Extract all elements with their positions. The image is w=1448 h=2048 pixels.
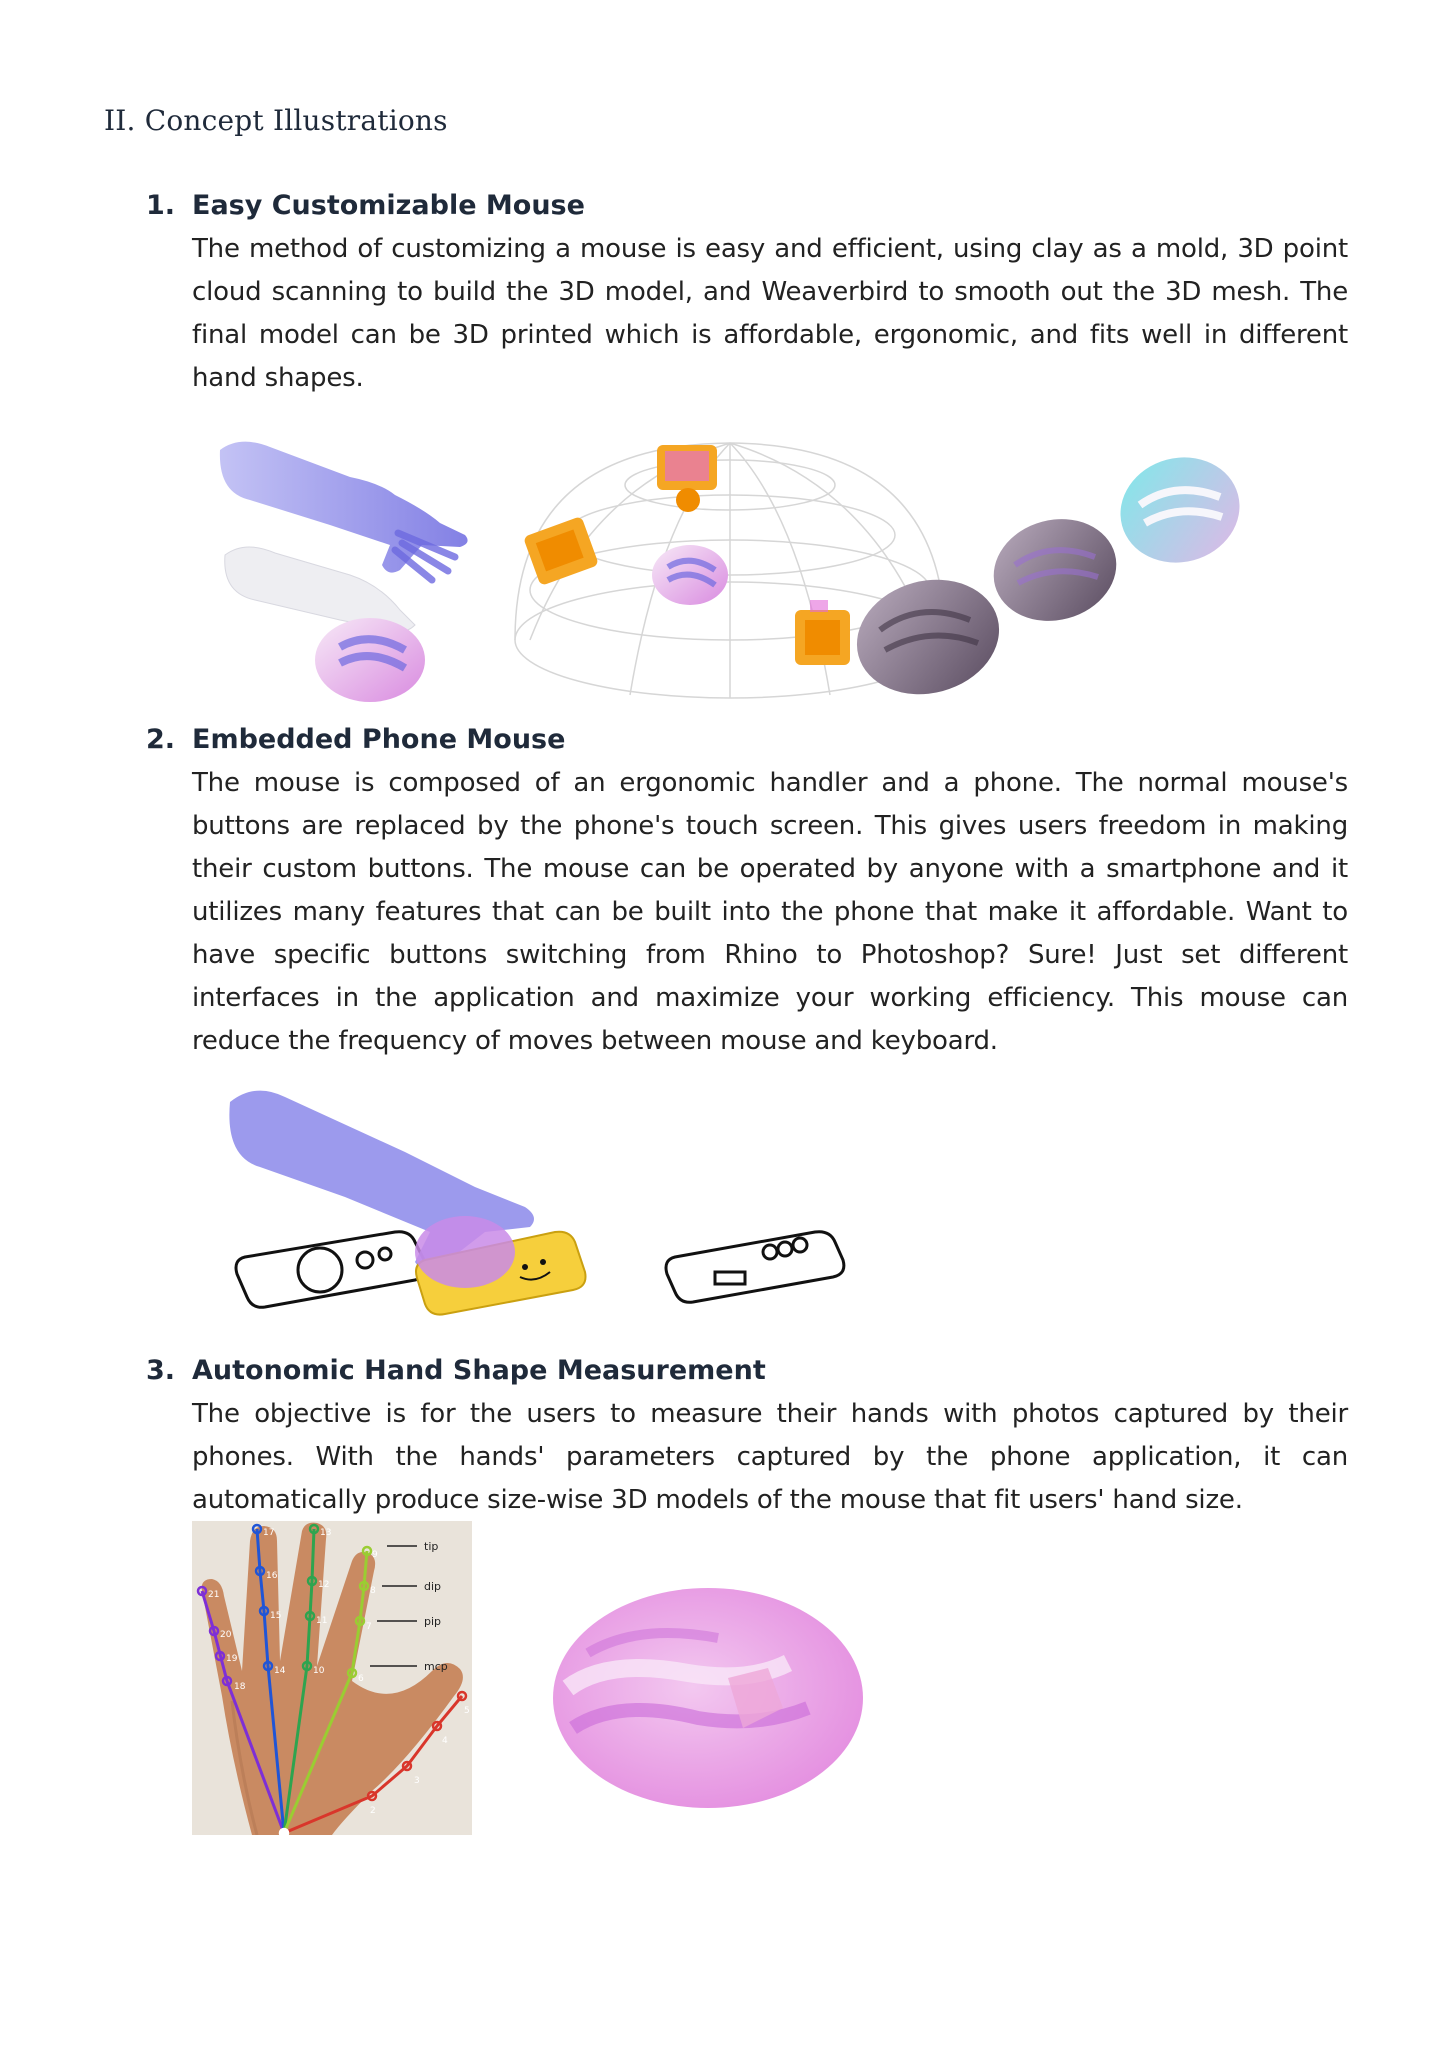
scanned-mouse-graphic	[652, 545, 728, 605]
smoothed-mesh-mouse-graphic	[982, 506, 1128, 635]
mcp-label: mcp	[424, 1660, 448, 1673]
item-2-number: 2.	[146, 724, 176, 755]
item-1-body	[192, 228, 1348, 400]
item-1-number: 1.	[146, 190, 176, 221]
dip-label: dip	[424, 1580, 442, 1593]
rough-mesh-mouse-graphic	[844, 564, 1012, 709]
svg-text:12: 12	[318, 1580, 330, 1590]
svg-text:16: 16	[266, 1571, 278, 1581]
item-3-text: The objective is for the users to measure their hands with photos captured by their phones. With the hands' parameters captured by the phone application, it can automatically produce size-wise 3D models of the mouse that fit users' hand size.	[192, 1399, 1348, 1515]
svg-text:18: 18	[234, 1682, 246, 1692]
svg-text:6: 6	[358, 1674, 364, 1684]
item-2-heading	[146, 724, 565, 755]
pink-mouse-graphic	[315, 618, 425, 702]
svg-text:13: 13	[320, 1528, 332, 1538]
phone-outline-left	[236, 1232, 426, 1308]
phone-mouse-illustration	[225, 1082, 865, 1322]
svg-text:8: 8	[370, 1586, 376, 1596]
item-3-body	[192, 1393, 1348, 1522]
yellow-phone-graphic	[415, 1216, 586, 1315]
svg-text:17: 17	[263, 1528, 275, 1538]
hand-landmark-diagram	[192, 1521, 472, 1835]
final-mouse-graphic	[1109, 444, 1252, 576]
camera-graphic-right	[795, 600, 850, 665]
section-title: II. Concept Illustrations	[104, 104, 448, 137]
svg-text:15: 15	[270, 1611, 282, 1621]
svg-text:14: 14	[274, 1666, 286, 1676]
svg-text:19: 19	[226, 1654, 238, 1664]
phone-outline-right	[666, 1232, 844, 1303]
customizable-mouse-illustration	[210, 425, 1300, 710]
pip-label: pip	[424, 1615, 442, 1628]
item-2-body	[192, 762, 1348, 1063]
svg-text:3: 3	[414, 1776, 420, 1786]
svg-text:11: 11	[316, 1616, 328, 1626]
svg-text:5: 5	[464, 1706, 470, 1716]
tip-label: tip	[424, 1540, 439, 1553]
svg-text:4: 4	[442, 1736, 448, 1746]
svg-text:2: 2	[370, 1806, 376, 1816]
camera-graphic-left	[523, 516, 599, 586]
item-1-heading	[146, 190, 585, 221]
svg-text:21: 21	[208, 1590, 220, 1600]
svg-text:10: 10	[313, 1666, 325, 1676]
item-2-title: Embedded Phone Mouse	[192, 724, 566, 755]
item-3-heading	[146, 1355, 766, 1386]
svg-text:9: 9	[372, 1550, 378, 1560]
item-3-title: Autonomic Hand Shape Measurement	[192, 1355, 766, 1386]
item-1-title: Easy Customizable Mouse	[192, 190, 585, 221]
svg-text:20: 20	[220, 1630, 232, 1640]
generated-mouse-model	[548, 1578, 868, 1818]
item-1-text: The method of customizing a mouse is easy and efficient, using clay as a mold, 3D point cloud scanning to build the 3D model, and Weaverbird to smooth out the 3D mesh. The final model can be 3D printed which is affordable, ergonomic, and fits well in different hand shapes.	[192, 234, 1348, 393]
camera-graphic-top	[657, 445, 717, 512]
item-3-number: 3.	[146, 1355, 176, 1386]
svg-text:7: 7	[366, 1622, 372, 1632]
item-2-text: The mouse is composed of an ergonomic handler and a phone. The normal mouse's buttons are replaced by the phone's touch screen. This gives users freedom in making their custom buttons. The mouse can be operated by anyone with a smartphone and it utilizes many features that can be built into the phone that make it affordable. Want to have specific buttons switching from Rhino to Photoshop? Sure! Just set different interfaces in the application and maximize your working efficiency. This mouse can reduce the frequency of moves between mouse and keyboard.	[192, 768, 1348, 1056]
